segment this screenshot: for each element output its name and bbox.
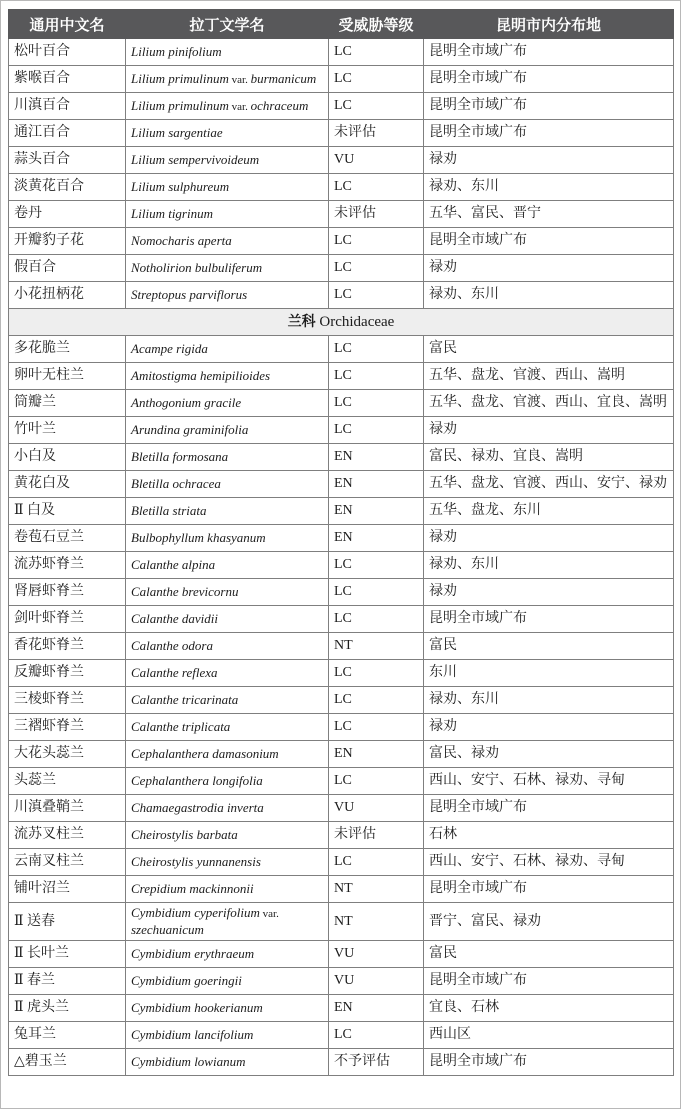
threat-status-cell: VU (329, 968, 424, 995)
threat-status-cell: VU (329, 147, 424, 174)
common-name-cell: 流苏叉柱兰 (9, 822, 126, 849)
threat-status-cell: EN (329, 498, 424, 525)
common-name-cell: 筒瓣兰 (9, 390, 126, 417)
common-name-cell: 肾唇虾脊兰 (9, 579, 126, 606)
common-name-cell: Ⅱ 长叶兰 (9, 941, 126, 968)
latin-name-text: Bulbophyllum khasyanum (131, 529, 266, 545)
distribution-cell: 富民 (424, 941, 674, 968)
common-name-cell: 反瓣虾脊兰 (9, 660, 126, 687)
species-row (9, 39, 674, 66)
threat-status-cell: LC (329, 174, 424, 201)
species-row (9, 255, 674, 282)
latin-name-cell (126, 876, 329, 903)
species-row (9, 995, 674, 1022)
distribution-cell: 禄劝、东川 (424, 687, 674, 714)
species-row (9, 363, 674, 390)
threat-status-cell: NT (329, 633, 424, 660)
species-table (8, 9, 674, 1076)
latin-name-text: Calanthe brevicornu (131, 583, 239, 599)
common-name-cell: 川滇百合 (9, 93, 126, 120)
distribution-cell: 昆明全市域广布 (424, 1049, 674, 1076)
latin-name-text: Streptopus parviflorus (131, 286, 248, 302)
distribution-cell: 禄劝、东川 (424, 174, 674, 201)
species-row (9, 606, 674, 633)
common-name-cell: 多花脆兰 (9, 336, 126, 363)
species-row (9, 282, 674, 309)
latin-name-cell (126, 471, 329, 498)
common-name-cell: Ⅱ 白及 (9, 498, 126, 525)
latin-name-text: Notholirion bulbuliferum (131, 259, 263, 275)
latin-name-cell (126, 525, 329, 552)
species-row (9, 876, 674, 903)
common-name-cell: 卵叶无柱兰 (9, 363, 126, 390)
common-name-cell: 紫喉百合 (9, 66, 126, 93)
latin-name-cell (126, 741, 329, 768)
latin-name-cell (126, 552, 329, 579)
latin-name-text: Amitostigma hemipilioides (131, 367, 271, 383)
threat-status-cell: LC (329, 282, 424, 309)
distribution-cell: 昆明全市域广布 (424, 606, 674, 633)
species-row (9, 471, 674, 498)
threat-status-cell: EN (329, 995, 424, 1022)
distribution-cell: 昆明全市域广布 (424, 228, 674, 255)
latin-name-text: Bletilla formosana (131, 448, 229, 464)
species-row (9, 444, 674, 471)
latin-name-cell (126, 903, 329, 941)
common-name-cell: 通江百合 (9, 120, 126, 147)
threat-status-cell: EN (329, 525, 424, 552)
common-name-cell: 卷丹 (9, 201, 126, 228)
distribution-cell: 禄劝 (424, 525, 674, 552)
species-row (9, 1022, 674, 1049)
section-family-latin: Orchidaceae (315, 313, 395, 330)
latin-name-text: Cymbidium goeringii (131, 972, 242, 988)
threat-status-cell: NT (329, 903, 424, 941)
species-row (9, 228, 674, 255)
distribution-cell: 禄劝、东川 (424, 552, 674, 579)
latin-name-cell (126, 417, 329, 444)
common-name-cell: 三褶虾脊兰 (9, 714, 126, 741)
species-row (9, 941, 674, 968)
latin-name-cell (126, 849, 329, 876)
common-name-cell: 兔耳兰 (9, 1022, 126, 1049)
distribution-cell: 石林 (424, 822, 674, 849)
latin-name-cell (126, 363, 329, 390)
distribution-cell: 昆明全市域广布 (424, 66, 674, 93)
common-name-cell: 流苏虾脊兰 (9, 552, 126, 579)
species-row (9, 174, 674, 201)
threat-status-cell: LC (329, 39, 424, 66)
distribution-cell: 禄劝 (424, 714, 674, 741)
species-row (9, 849, 674, 876)
threat-status-cell: LC (329, 336, 424, 363)
latin-name-text: Bletilla striata (131, 502, 207, 518)
latin-name-cell (126, 1022, 329, 1049)
latin-name-text: Calanthe alpina (131, 556, 216, 572)
latin-name-text: Crepidium mackinnonii (131, 880, 254, 896)
latin-name-cell (126, 768, 329, 795)
threat-status-cell: LC (329, 390, 424, 417)
species-row (9, 795, 674, 822)
latin-name-text: Calanthe reflexa (131, 664, 218, 680)
distribution-cell: 晋宁、富民、禄劝 (424, 903, 674, 941)
species-row (9, 687, 674, 714)
species-row (9, 968, 674, 995)
latin-name-text: Cheirostylis yunnanensis (131, 853, 261, 869)
threat-status-cell: LC (329, 93, 424, 120)
distribution-cell: 五华、富民、晋宁 (424, 201, 674, 228)
latin-name-text: Cephalanthera longifolia (131, 772, 263, 788)
latin-name-cell (126, 606, 329, 633)
latin-name-cell (126, 995, 329, 1022)
common-name-cell: 松叶百合 (9, 39, 126, 66)
species-row (9, 417, 674, 444)
distribution-cell: 昆明全市域广布 (424, 93, 674, 120)
latin-name-text: Cymbidium lancifolium (131, 1026, 254, 1042)
threat-status-cell: 未评估 (329, 120, 424, 147)
distribution-cell: 五华、盘龙、东川 (424, 498, 674, 525)
threat-status-cell: LC (329, 579, 424, 606)
header-row (9, 10, 674, 39)
distribution-cell: 五华、盘龙、官渡、西山、安宁、禄劝 (424, 471, 674, 498)
latin-name-cell (126, 633, 329, 660)
latin-name-text: Calanthe odora (131, 637, 213, 653)
distribution-cell: 昆明全市域广布 (424, 968, 674, 995)
common-name-cell: 蒜头百合 (9, 147, 126, 174)
latin-name-text: Cephalanthera damasonium (131, 745, 279, 761)
common-name-cell: Ⅱ 春兰 (9, 968, 126, 995)
section-family-cell (9, 309, 674, 336)
distribution-cell: 禄劝 (424, 147, 674, 174)
latin-name-text: Calanthe triplicata (131, 718, 231, 734)
common-name-cell: 三棱虾脊兰 (9, 687, 126, 714)
section-row (9, 309, 674, 336)
species-row (9, 579, 674, 606)
species-row (9, 1049, 674, 1076)
distribution-cell: 昆明全市域广布 (424, 39, 674, 66)
common-name-cell: 竹叶兰 (9, 417, 126, 444)
latin-name-cell (126, 1049, 329, 1076)
species-row (9, 66, 674, 93)
latin-name-text: Lilium primulinum (131, 97, 229, 113)
threat-status-cell: LC (329, 66, 424, 93)
variety-abbrev: var. (228, 73, 251, 86)
distribution-cell: 西山、安宁、石林、禄劝、寻甸 (424, 768, 674, 795)
threat-status-cell: LC (329, 552, 424, 579)
common-name-cell: 小白及 (9, 444, 126, 471)
latin-name-cell (126, 687, 329, 714)
threat-status-cell: 不予评估 (329, 1049, 424, 1076)
distribution-cell: 禄劝 (424, 417, 674, 444)
distribution-cell: 昆明全市域广布 (424, 120, 674, 147)
distribution-cell: 五华、盘龙、官渡、西山、宜良、嵩明 (424, 390, 674, 417)
latin-name-cell (126, 498, 329, 525)
threat-status-cell: 未评估 (329, 822, 424, 849)
species-row (9, 525, 674, 552)
species-row (9, 93, 674, 120)
common-name-cell: 剑叶虾脊兰 (9, 606, 126, 633)
latin-name-text: Cymbidium lowianum (131, 1053, 246, 1069)
species-row (9, 336, 674, 363)
species-row (9, 552, 674, 579)
distribution-cell: 西山区 (424, 1022, 674, 1049)
species-row (9, 903, 674, 941)
latin-name-text: Lilium sulphureum (131, 178, 230, 194)
distribution-cell: 东川 (424, 660, 674, 687)
column-header-threat-level: 受威胁等级 (329, 10, 424, 39)
common-name-cell: 铺叶沼兰 (9, 876, 126, 903)
species-row (9, 633, 674, 660)
latin-name-cell (126, 714, 329, 741)
latin-name-cell (126, 255, 329, 282)
threat-status-cell: EN (329, 444, 424, 471)
latin-name-text: szechuanicum (131, 921, 204, 937)
latin-name-text: Anthogonium gracile (131, 394, 242, 410)
latin-name-cell (126, 201, 329, 228)
latin-name-cell (126, 444, 329, 471)
threat-status-cell: VU (329, 795, 424, 822)
threat-status-cell: LC (329, 606, 424, 633)
distribution-cell: 富民 (424, 633, 674, 660)
latin-name-cell (126, 336, 329, 363)
distribution-cell: 西山、安宁、石林、禄劝、寻甸 (424, 849, 674, 876)
latin-name-text: ochraceum (250, 97, 309, 113)
latin-name-text: Lilium sargentiae (131, 124, 223, 140)
distribution-cell: 禄劝 (424, 579, 674, 606)
species-row (9, 660, 674, 687)
latin-name-text: Calanthe davidii (131, 610, 219, 626)
threat-status-cell: 未评估 (329, 201, 424, 228)
threat-status-cell: LC (329, 417, 424, 444)
latin-name-text: Acampe rigida (131, 340, 208, 356)
variety-abbrev: var. (259, 908, 279, 920)
common-name-cell: Ⅱ 虎头兰 (9, 995, 126, 1022)
threat-status-cell: LC (329, 687, 424, 714)
latin-name-text: Cymbidium cyperifolium (131, 905, 260, 920)
distribution-cell: 五华、盘龙、官渡、西山、嵩明 (424, 363, 674, 390)
common-name-cell: 大花头蕊兰 (9, 741, 126, 768)
latin-name-cell (126, 579, 329, 606)
latin-name-cell (126, 941, 329, 968)
latin-name-cell (126, 282, 329, 309)
threat-status-cell: LC (329, 255, 424, 282)
threat-status-cell: EN (329, 471, 424, 498)
latin-name-text: Chamaegastrodia inverta (131, 799, 264, 815)
latin-name-cell (126, 39, 329, 66)
threat-status-cell: VU (329, 941, 424, 968)
common-name-cell: 开瓣豹子花 (9, 228, 126, 255)
latin-name-text: Lilium primulinum (131, 70, 229, 86)
species-row (9, 120, 674, 147)
threat-status-cell: LC (329, 363, 424, 390)
species-row (9, 768, 674, 795)
common-name-cell: 黄花白及 (9, 471, 126, 498)
table-body (9, 39, 674, 1076)
column-header-latin-name: 拉丁文学名 (126, 10, 329, 39)
latin-name-text: Lilium sempervivoideum (131, 151, 260, 167)
distribution-cell: 富民 (424, 336, 674, 363)
threat-status-cell: LC (329, 849, 424, 876)
species-row (9, 714, 674, 741)
species-row (9, 390, 674, 417)
latin-name-cell (126, 660, 329, 687)
distribution-cell: 富民、禄劝、宜良、嵩明 (424, 444, 674, 471)
threat-status-cell: LC (329, 1022, 424, 1049)
threat-status-cell: NT (329, 876, 424, 903)
latin-name-text: Lilium pinifolium (131, 43, 222, 59)
species-row (9, 741, 674, 768)
latin-name-text: Lilium tigrinum (131, 205, 213, 221)
common-name-cell: 淡黄花百合 (9, 174, 126, 201)
latin-name-cell (126, 174, 329, 201)
latin-name-cell (126, 66, 329, 93)
common-name-cell: 卷苞石豆兰 (9, 525, 126, 552)
threat-status-cell: LC (329, 660, 424, 687)
latin-name-cell (126, 968, 329, 995)
common-name-cell: 川滇叠鞘兰 (9, 795, 126, 822)
latin-name-text: Cymbidium hookerianum (131, 999, 263, 1015)
latin-name-text: Bletilla ochracea (131, 475, 221, 491)
latin-name-cell (126, 228, 329, 255)
latin-name-cell (126, 390, 329, 417)
common-name-cell: 香花虾脊兰 (9, 633, 126, 660)
column-header-distribution: 昆明市内分布地 (424, 10, 674, 39)
distribution-cell: 禄劝、东川 (424, 282, 674, 309)
distribution-cell: 昆明全市域广布 (424, 876, 674, 903)
latin-name-text: Nomocharis aperta (131, 232, 232, 248)
latin-name-text: Calanthe tricarinata (131, 691, 239, 707)
threat-status-cell: EN (329, 741, 424, 768)
threat-status-cell: LC (329, 768, 424, 795)
latin-name-text: Cheirostylis barbata (131, 826, 238, 842)
distribution-cell: 昆明全市域广布 (424, 795, 674, 822)
common-name-cell: 小花扭柄花 (9, 282, 126, 309)
latin-name-cell (126, 147, 329, 174)
distribution-cell: 富民、禄劝 (424, 741, 674, 768)
common-name-cell: Ⅱ 送春 (9, 903, 126, 941)
common-name-cell: 头蕊兰 (9, 768, 126, 795)
threat-status-cell: LC (329, 714, 424, 741)
latin-name-cell (126, 93, 329, 120)
distribution-cell: 宜良、石林 (424, 995, 674, 1022)
latin-name-text: Cymbidium erythraeum (131, 945, 255, 961)
latin-name-cell (126, 822, 329, 849)
threat-status-cell: LC (329, 228, 424, 255)
species-row (9, 147, 674, 174)
species-row (9, 822, 674, 849)
common-name-cell: 假百合 (9, 255, 126, 282)
latin-name-text: Arundina graminifolia (131, 421, 249, 437)
table-header (9, 10, 674, 39)
section-family-cn: 兰科 (287, 312, 316, 329)
latin-name-cell (126, 120, 329, 147)
species-row (9, 201, 674, 228)
common-name-cell: △碧玉兰 (9, 1049, 126, 1076)
latin-name-text: burmanicum (250, 70, 317, 86)
species-row (9, 498, 674, 525)
common-name-cell: 云南叉柱兰 (9, 849, 126, 876)
variety-abbrev: var. (228, 100, 251, 113)
column-header-common-name: 通用中文名 (9, 10, 126, 39)
distribution-cell: 禄劝 (424, 255, 674, 282)
latin-name-cell (126, 795, 329, 822)
